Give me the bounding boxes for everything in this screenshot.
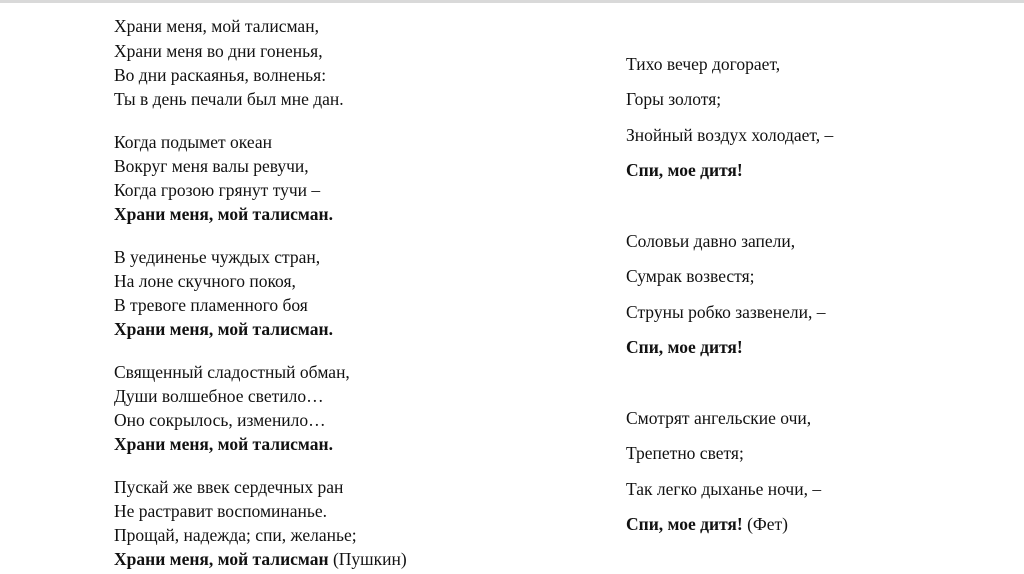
right-line: Трепетно светя; <box>626 443 744 463</box>
left-refrain: Храни меня, мой талисман. <box>114 434 333 454</box>
left-refrain: Храни меня, мой талисман <box>114 549 329 569</box>
right-refrain: Спи, мое дитя! <box>626 160 743 180</box>
left-line: Вокруг меня валы ревучи, <box>114 156 309 176</box>
left-final-line <box>114 551 407 569</box>
left-refrain: Храни меня, мой талисман. <box>114 319 333 339</box>
left-line: Души волшебное светило… <box>114 386 324 406</box>
left-line: Ты в день печали был мне дан. <box>114 89 344 109</box>
right-refrain: Спи, мое дитя! <box>626 514 743 534</box>
left-line: Когда грозою грянут тучи – <box>114 180 321 200</box>
left-line: Прощай, надежда; спи, желанье; <box>114 525 357 545</box>
right-line: Горы золотя; <box>626 89 722 109</box>
left-line: Во дни раскаянья, волненья: <box>114 65 327 85</box>
left-line: В тревоге пламенного боя <box>114 295 308 315</box>
right-line: Смотрят ангельские очи, <box>626 408 812 428</box>
right-line: Соловьи давно запели, <box>626 231 796 251</box>
left-line: Не растравит воспоминанье. <box>114 501 328 521</box>
left-line: На лоне скучного покоя, <box>114 271 296 291</box>
right-line: Струны робко зазвенели, – <box>626 302 826 322</box>
left-line: Когда подымет океан <box>114 132 272 152</box>
right-refrain: Спи, мое дитя! <box>626 337 743 357</box>
right-final-line <box>626 516 788 534</box>
left-line: Храни меня, мой талисман, <box>114 16 319 36</box>
left-line: Священный сладостный обман, <box>114 362 350 382</box>
right-line: Знойный воздух холодает, – <box>626 125 834 145</box>
left-line: Оно сокрылось, изменило… <box>114 410 326 430</box>
right-line: Так легко дыханье ночи, – <box>626 479 822 499</box>
right-author: (Фет) <box>742 514 789 534</box>
right-line: Сумрак возвестя; <box>626 266 755 286</box>
left-line: В уединенье чуждых стран, <box>114 247 321 267</box>
top-divider <box>0 0 1024 3</box>
left-author: (Пушкин) <box>328 549 407 569</box>
left-refrain: Храни меня, мой талисман. <box>114 204 333 224</box>
left-line: Пускай же ввек сердечных ран <box>114 477 344 497</box>
left-line: Храни меня во дни гоненья, <box>114 41 323 61</box>
right-line: Тихо вечер догорает, <box>626 54 781 74</box>
